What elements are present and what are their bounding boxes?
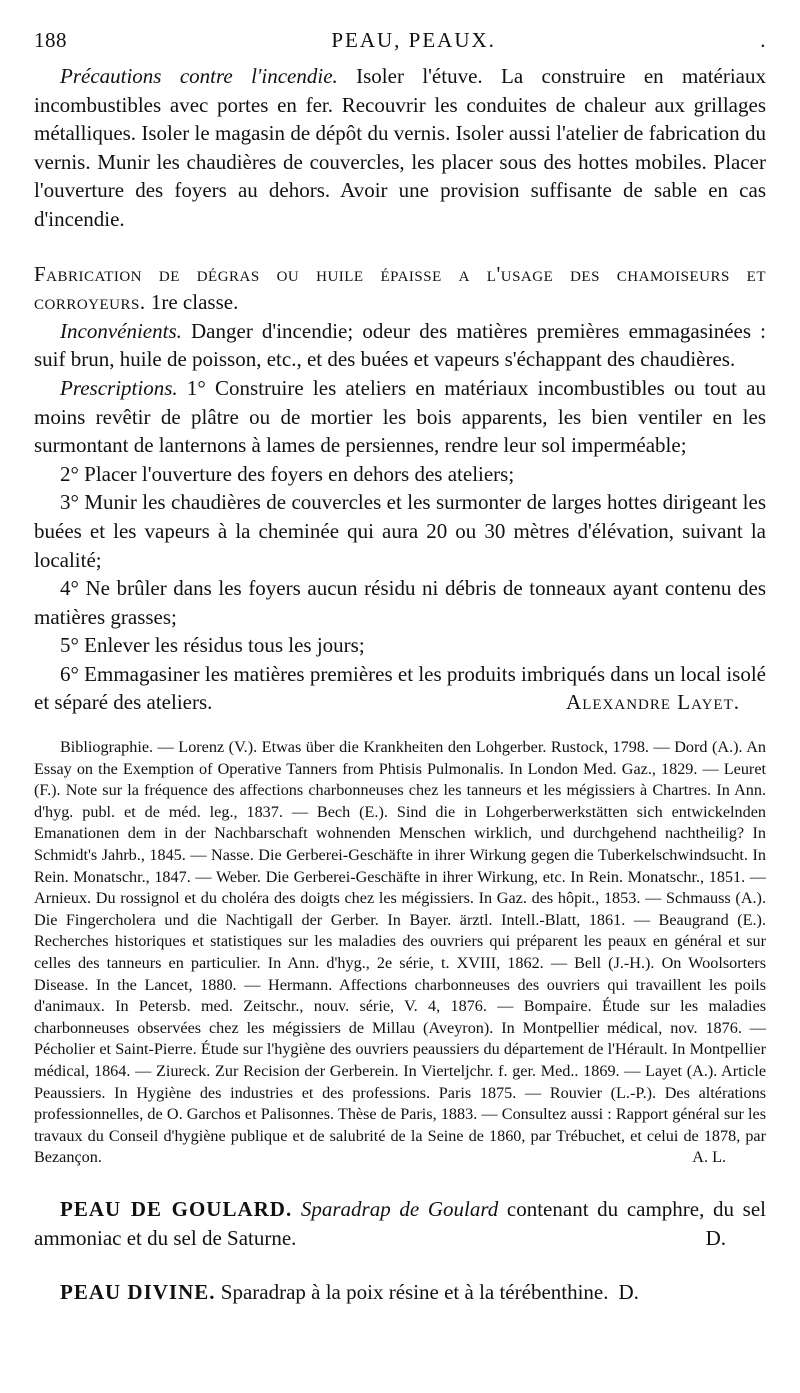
prescription-item-2: 2° Placer l'ouverture des foyers en dehors des ateliers; bbox=[60, 461, 515, 486]
prescription-item-4: 4° Ne brûler dans les foyers aucun résidu ni débris de tonneaux ayant contenu des matières grasses; bbox=[34, 576, 766, 629]
prescriptions-heading: Prescriptions. bbox=[60, 375, 178, 400]
peau-goulard-text: contenant du camphre, du sel ammoniac et du sel de Saturne. bbox=[34, 1196, 766, 1250]
fabrication-classe: 1re classe. bbox=[145, 290, 239, 315]
peau-divine-signature: D. bbox=[618, 1280, 639, 1305]
fabrication-heading: Fabrication de dégras ou huile épaisse a l'usage des chamoiseurs et corroyeurs. bbox=[34, 261, 766, 315]
prescription-item bbox=[34, 374, 766, 460]
peau-goulard-signature: D. bbox=[705, 1225, 726, 1250]
author-signature: Alexandre Layet. bbox=[566, 690, 740, 715]
bibliographie-signature: A. L. bbox=[692, 1148, 726, 1167]
page-number: 188 bbox=[34, 28, 67, 52]
prescription-item-1: 1° Construire les ateliers en matériaux incombustibles ou tout au moins revêtir de plâtre ou de mortier les bois apparents, les bien ventiler en les surmontant de lanternons à lames de persiennes, rendre leur sol imperméable; bbox=[34, 375, 766, 458]
peau-goulard-italic: Sparadrap de Goulard bbox=[292, 1196, 499, 1221]
header-mark: . bbox=[760, 28, 766, 52]
page-header bbox=[34, 28, 766, 62]
fabrication-heading-paragraph bbox=[34, 260, 766, 317]
prescription-item-6-text: 6° Emmagasiner les matières premières et les produits imbriqués dans un local isolé et séparé des ateliers. bbox=[34, 661, 766, 715]
inconvenients-heading: Inconvénients. bbox=[60, 318, 182, 343]
bibliographie-text: Bibliographie. — Lorenz (V.). Etwas über die Krankheiten den Lohgerber. Rustock, 1798. — Dord (A.). An Essay on the Exemption of Operative Tanners from Phtisis Pulmonalis. In London Med. Gaz., 1829. — Leuret (F.). Note sur la fréquence des affections charbonneuses chez les tanneurs et les mégissiers à Chartres. In Ann. d'hyg. publ. et de méd. leg., 1837. — Bech (E.). Sind die in Lohgerberwerkstätten sich entwickelnden Emanationen dem in der Nachbarschaft wohnenden Menschen wirklich, und durchgehend nachtheilig? In Schmidt's Jahrb., 1845. — Nasse. Die Gerberei-Geschäfte in ihrer Wirkung gegen die Tuberkelschwindsucht. In Rein. Monatschr., 1847. — Weber. Die Gerberei-Geschäfte in ihrer Wirkung, etc. In Rein. Monatschr., 1851. — Arnieux. Du rossignol et du choléra des doigts chez les mégissiers. In Gaz. des hôpit., 1853. — Schmauss (A.). Die Fingercholera und die Nachtigall der Gerber. In Bayer. ärztl. Intell.-Blatt, 1861. — Beaugrand (E.). Recherches historiques et statistiques sur les maladies des ouvriers qui préparent les peaux en général et sur celles des tanneurs en particulier. In Ann. d'hyg., 2e série, t. XVIII, 1862. — Bell (J.-H.). On Woolsorters Disease. In the Lancet, 1880. — Hermann. Affections charbonneuses des ouvriers qui travaillent les poils d'animaux. In Petersb. med. Zeitschr., nouv. série, V. 4, 1876. — Bompaire. Étude sur les maladies charbonneuses observées chez les mégissiers de Millau (Aveyron). In Montpellier médical, nov. 1876. — Pécholier et Saint-Pierre. Étude sur l'hygiène des ouvriers peaussiers du département de l'Hérault. In Montpellier médical, 1864. — Ziureck. Zur Recision der Gerberein. In Vierteljchr. f. ger. Med.. 1869. — Layet (A.). Article Peaussiers. In Hygiène des industries et des professions. Paris 1875. — Rouvier (L.-P.). Des altérations professionnelles, de O. Garchos et Palisonnes. Thèse de Paris, 1883. — Consultez aussi : Rapport général sur les travaux du Conseil d'hygiène publique et de salubrité de la Seine de 1860, par Trébuchet, et celui de 1878, par Bezançon. bbox=[34, 738, 766, 1167]
peau-goulard-heading: PEAU DE GOULARD. bbox=[60, 1196, 293, 1221]
running-title: PEAU, PEAUX. bbox=[331, 28, 496, 52]
peau-divine-entry bbox=[34, 1278, 766, 1307]
bibliographie-paragraph bbox=[34, 737, 766, 1169]
incendie-text: Isoler l'étuve. La construire en matériaux incombustibles avec portes en fer. Recouvrir les conduites de chaleur aux grillages métalliques. Isoler le magasin de dépôt du vernis. Isoler aussi l'atelier de fabrication du vernis. Munir les chaudières de couvercles, les placer sous des hottes mobiles. Placer l'ouverture des foyers au dehors. Avoir une provision suffisante de sable en cas d'incendie. bbox=[34, 64, 766, 231]
prescription-item-5: 5° Enlever les résidus tous les jours; bbox=[60, 633, 365, 658]
incendie-paragraph bbox=[34, 62, 766, 234]
peau-divine-heading: PEAU DIVINE. bbox=[60, 1280, 216, 1305]
peau-goulard-entry bbox=[34, 1195, 766, 1252]
peau-divine-text: Sparadrap à la poix résine et à la térébenthine. bbox=[215, 1280, 609, 1305]
prescription-item-3: 3° Munir les chaudières de couvercles et les surmonter de larges hottes dirigeant les buées et les vapeurs à la cheminée qui aura 20 ou 30 mètres d'élévation, suivant la localité; bbox=[34, 490, 766, 572]
prescription-item-6 bbox=[34, 660, 766, 717]
page bbox=[34, 28, 766, 1307]
incendie-heading: Précautions contre l'incendie. bbox=[60, 64, 338, 88]
inconvenients-paragraph bbox=[34, 317, 766, 374]
inconvenients-text: Danger d'incendie; odeur des matières premières emmagasinées : suif brun, huile de poisson, etc., et des buées et vapeurs s'échappant des chaudières. bbox=[34, 318, 766, 372]
